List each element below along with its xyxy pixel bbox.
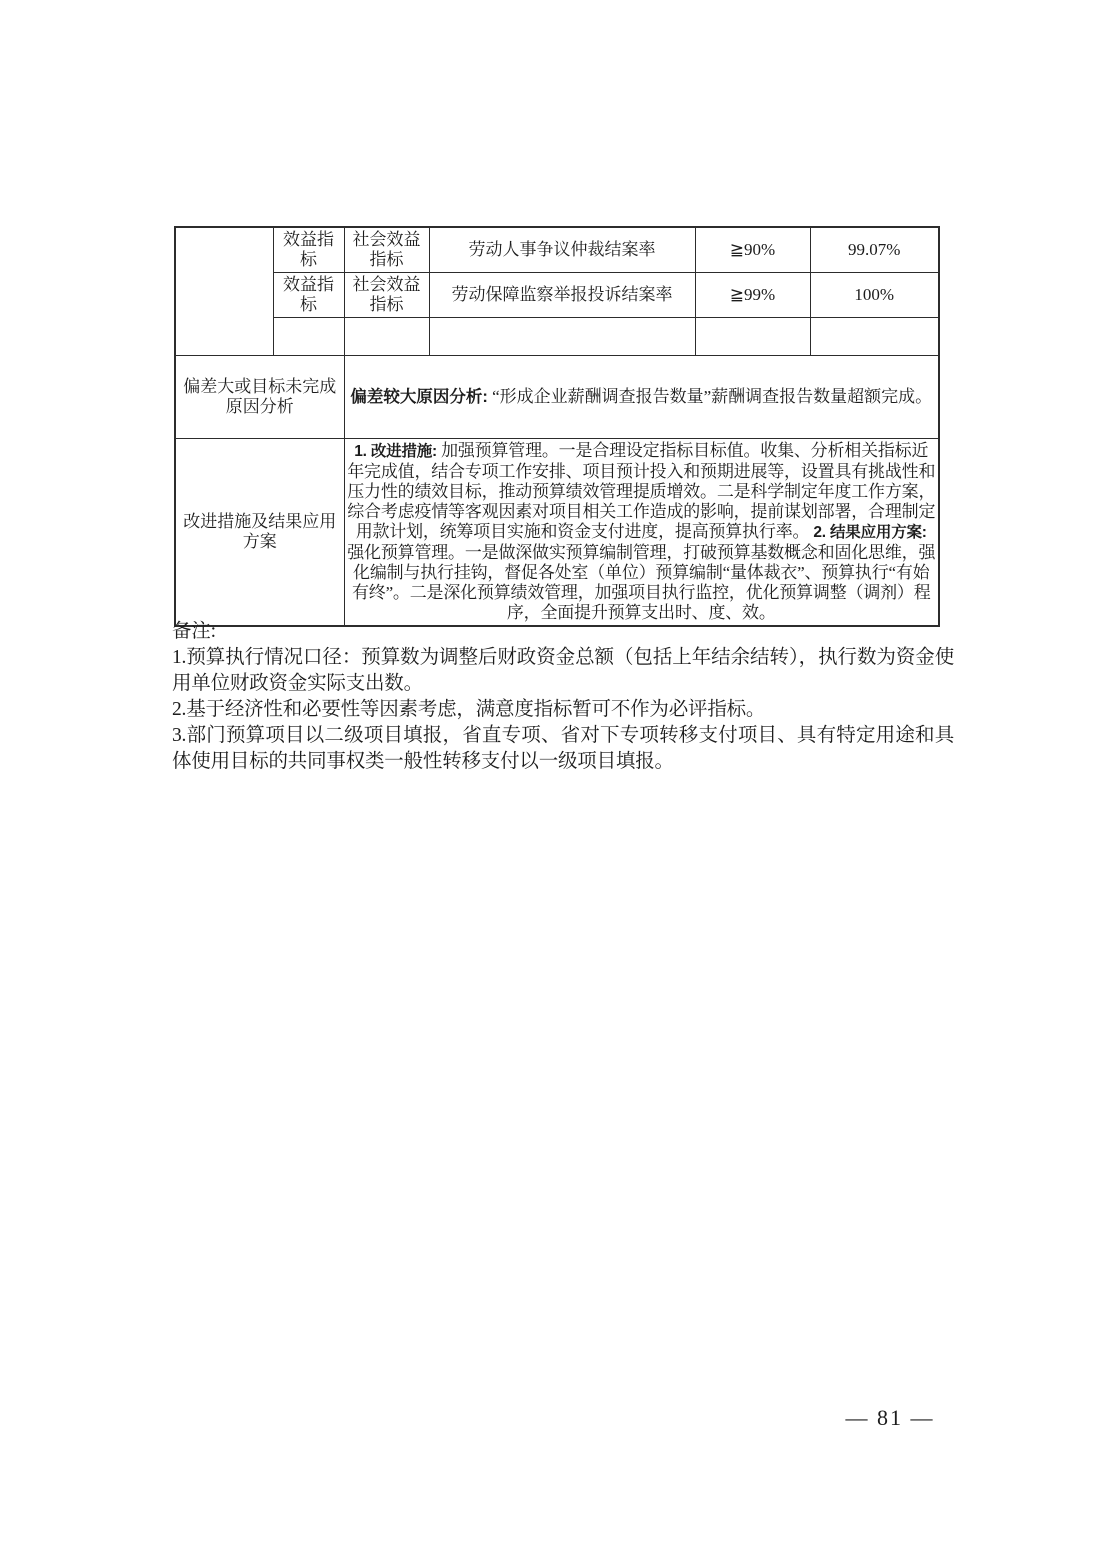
improvement-row-content [344, 439, 939, 627]
result-application-text: 强化预算管理。一是做深做实预算编制管理，打破预算基数概念和固化思维，强化编制与执行挂钩，督促各处室（单位）预算编制“量体裁衣”、预算执行“有始有终”。二是深化预算绩效管理，加强项目执行监控，优化预算调整（调剂）程序，全面提升预算支出时、度、效。 [347, 543, 936, 622]
table-row [175, 273, 939, 318]
subcategory-cell: 社会效益指标 [344, 273, 429, 318]
performance-table [174, 226, 940, 627]
indicator-name-cell [429, 318, 695, 356]
target-value-cell [695, 318, 810, 356]
deviation-analysis-heading: 偏差较大原因分析: [350, 388, 488, 406]
notes-section [172, 619, 954, 775]
merged-empty-cell [175, 227, 273, 356]
indicator-name-cell: 劳动人事争议仲裁结案率 [429, 227, 695, 273]
improvement-row [175, 439, 939, 627]
note-item: 1.预算执行情况口径：预算数为调整后财政资金总额（包括上年结余结转），执行数为资金使用单位财政资金实际支出数。 [172, 647, 954, 694]
category-cell [273, 318, 344, 356]
target-value-cell: ≧99% [695, 273, 810, 318]
improvement-measures-text: 加强预算管理。一是合理设定指标目标值。收集、分析相关指标近年完成值，结合专项工作安排、项目预计投入和预期进展等，设置具有挑战性和压力性的绩效目标，推动预算绩效管理提质增效。二是科学制定年度工作方案，综合考虑疫情等客观因素对项目相关工作造成的影响，提前谋划部署，合理制定用款计划，统筹项目实施和资金支付进度，提高预算执行率。 [347, 441, 936, 541]
deviation-analysis-text: “形成企业薪酬调查报告数量”薪酬调查报告数量超额完成。 [492, 387, 933, 406]
note-item: 3.部门预算项目以二级项目填报，省直专项、省对下专项转移支付项目、具有特定用途和具体使用目标的共同事权类一般性转移支付以一级项目填报。 [172, 725, 954, 772]
actual-value-cell: 100% [810, 273, 939, 318]
indicator-name-cell: 劳动保障监察举报投诉结案率 [429, 273, 695, 318]
category-cell: 效益指标 [273, 227, 344, 273]
subcategory-cell [344, 318, 429, 356]
actual-value-cell [810, 318, 939, 356]
table-row [175, 227, 939, 273]
deviation-analysis-row [175, 356, 939, 439]
page-number: — 81 — [845, 1405, 935, 1430]
result-application-heading: 2. 结果应用方案: [813, 524, 927, 541]
target-value-cell: ≧90% [695, 227, 810, 273]
subcategory-cell: 社会效益指标 [344, 227, 429, 273]
deviation-row-content [344, 356, 939, 439]
actual-value-cell: 99.07% [810, 227, 939, 273]
notes-heading: 备注: [172, 621, 216, 642]
deviation-row-label: 偏差大或目标未完成原因分析 [175, 356, 344, 439]
category-cell: 效益指标 [273, 273, 344, 318]
improvement-measures-heading: 1. 改进措施: [354, 443, 438, 460]
improvement-row-label: 改进措施及结果应用方案 [175, 439, 344, 627]
note-item: 2.基于经济性和必要性等因素考虑，满意度指标暂可不作为必评指标。 [172, 699, 766, 720]
table-row [175, 318, 939, 356]
